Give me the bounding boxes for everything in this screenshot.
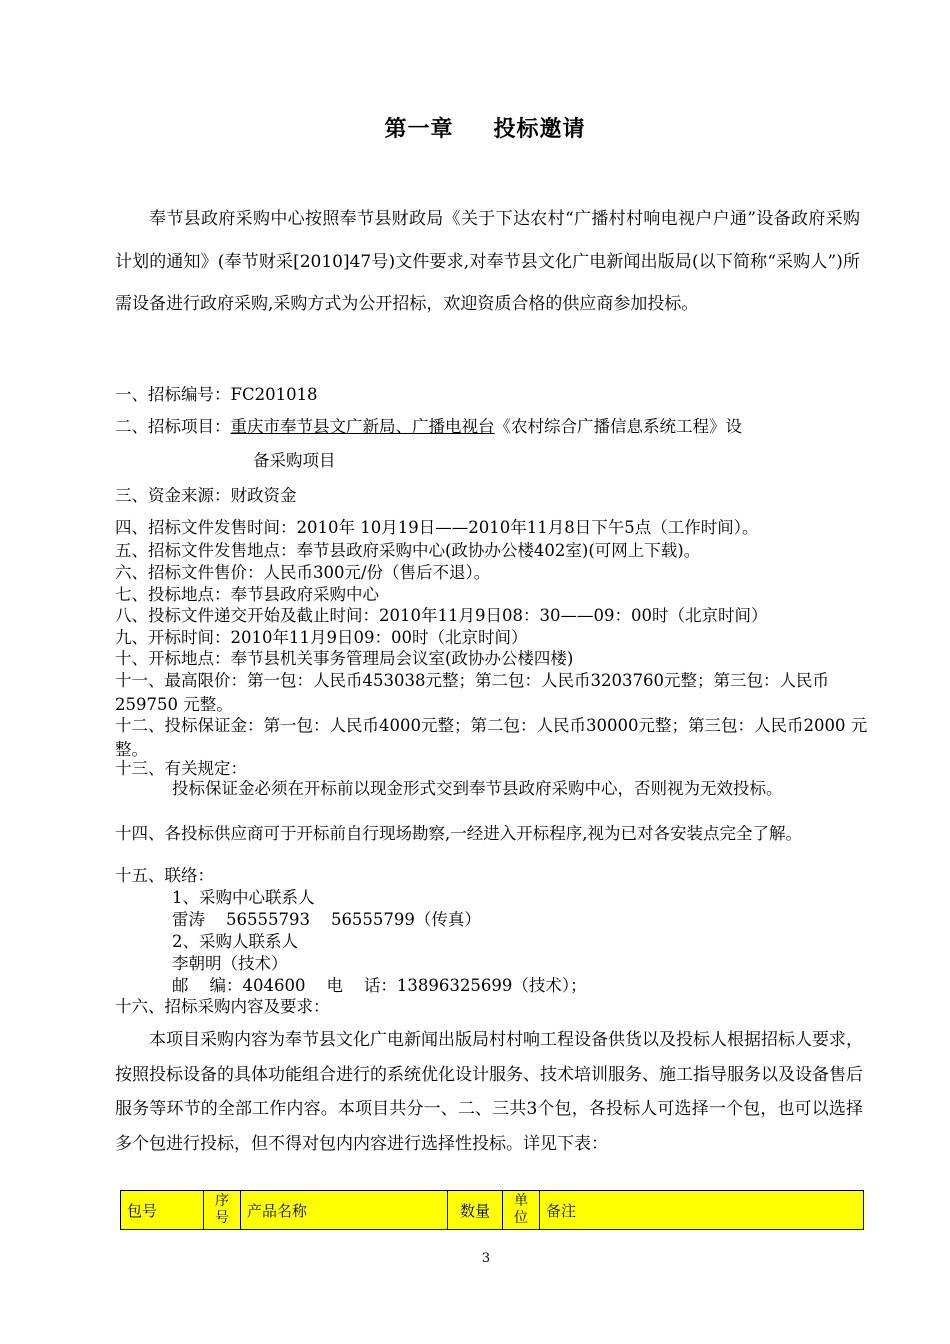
header-quantity: 数量 — [448, 1191, 503, 1230]
intro-paragraph: 奉节县政府采购中心按照奉节县财政局《关于下达农村“广播村村响电视户户通”设备政府采购计划的通知》(奉节财采[2010]47号)文件要求,对奉节县文化广电新闻出版局(以下简称“采购人”)所需设备进行政府采购,采购方式为公开招标，欢迎资质合格的供应商参加投标。 — [115, 209, 860, 314]
item-price: 六、招标文件售价：人民币300元/份（售后不退）。 — [115, 563, 491, 582]
contact-purchaser-detail: 邮 编：404600 电 话：13896325699（技术）； — [172, 976, 587, 995]
item-rules: 十三、有关规定： — [115, 759, 247, 778]
item-project-title: 《农村综合广播信息系统工程》设 — [494, 417, 742, 436]
header-package: 包号 — [121, 1191, 204, 1230]
item-contacts: 十五、联络： — [115, 866, 214, 885]
item-tender-number: 一、招标编号：FC201018 — [115, 385, 318, 404]
item-sale-place: 五、招标文件发售地点：奉节县政府采购中心(政协办公楼402室)(可网上下载)。 — [115, 541, 701, 560]
item-opening-place: 十、开标地点：奉节县机关事务管理局会议室(政协办公楼四楼) — [115, 649, 574, 668]
item-submission-time: 八、投标文件递交开始及截止时间：2010年11月9日08：30——09：00时（北京时间） — [115, 606, 768, 625]
chapter-name: 投标邀请 — [493, 117, 586, 142]
item-deposit: 十二、投标保证金：第一包：人民币4000元整；第二包：人民币30000元整；第三包：人民币2000 元整。 — [115, 716, 868, 759]
item-project-label: 二、招标项目： — [115, 417, 231, 436]
chapter-number: 第一章 — [384, 117, 454, 142]
header-product-name: 产品名称 — [241, 1191, 448, 1230]
header-unit: 单位 — [503, 1191, 540, 1230]
contact-purchaser: 2、采购人联系人 — [172, 932, 298, 951]
item-max-price: 十一、最高限价：第一包：人民币453038元整；第二包：人民币3203760元整；第三包：人民币259750 元整。 — [115, 671, 829, 714]
page-number: 3 — [481, 1251, 491, 1266]
header-remarks: 备注 — [540, 1191, 864, 1230]
item-project-continued: 备采购项目 — [253, 451, 336, 470]
contact-center-detail: 雷涛 56555793 56555799（传真） — [172, 910, 481, 929]
contact-center: 1、采购中心联系人 — [172, 888, 315, 907]
item-opening-time: 九、开标时间：2010年11月9日09：00时（北京时间） — [115, 628, 528, 647]
item-rules-body: 投标保证金必须在开标前以现金形式交到奉节县政府采购中心，否则视为无效投标。 — [172, 779, 783, 798]
chapter-title — [0, 112, 950, 143]
scope-paragraph: 本项目采购内容为奉节县文化广电新闻出版局村村响工程设备供货以及投标人根据招标人要求，按照投标设备的具体功能组合进行的系统优化设计服务、技术培训服务、施工指导服务以及设备售后服务等环节的全部工作内容。本项目共分一、二、三共3个包，各投标人可选择一个包，也可以选择多个包进行投标，但不得对包内内容进行选择性投标。详见下表： — [115, 1030, 863, 1154]
item-project — [115, 415, 875, 439]
item-sale-time: 四、招标文件发售时间：2010年 10月19日——2010年11月8日下午5点（工作时间）。 — [115, 518, 759, 537]
contact-purchaser-name: 李朝明（技术） — [172, 954, 288, 973]
item-site-survey: 十四、各投标供应商可于开标前自行现场勘察,一经进入开标程序,视为已对各安装点完全了解。 — [115, 824, 802, 843]
table-header-row — [121, 1191, 864, 1230]
item-scope-heading: 十六、招标采购内容及要求： — [115, 997, 330, 1016]
header-sequence: 序号 — [204, 1191, 241, 1230]
item-project-owner: 重庆市奉节县文广新局、广播电视台 — [230, 417, 495, 436]
item-fund-source: 三、资金来源：财政资金 — [115, 486, 297, 505]
package-table — [120, 1190, 864, 1230]
item-bid-place: 七、投标地点：奉节县政府采购中心 — [115, 585, 379, 604]
